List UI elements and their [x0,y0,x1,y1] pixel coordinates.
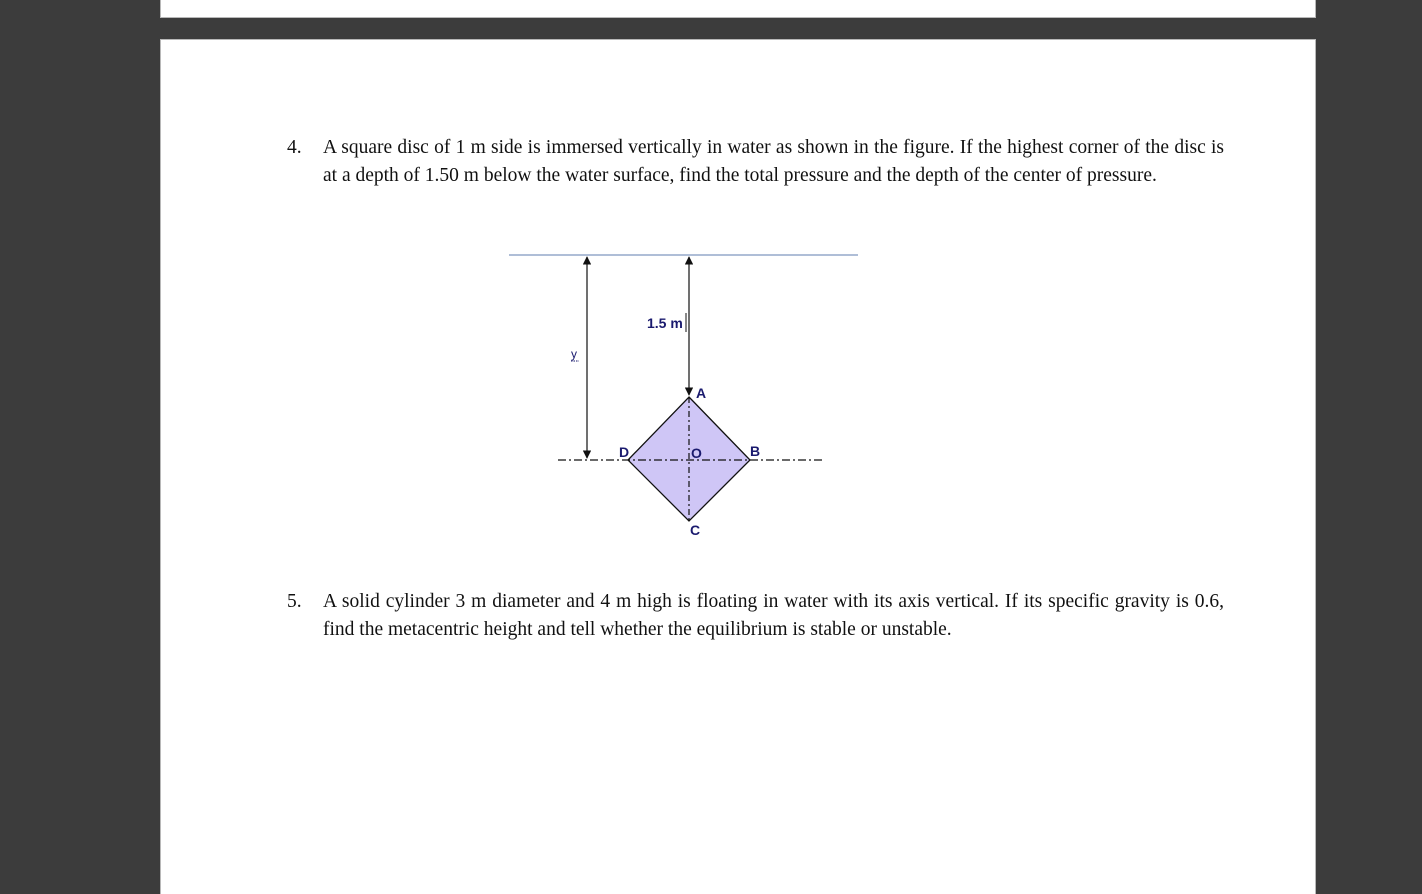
corner-a-label: A [696,385,707,401]
center-o-label: O [691,445,702,461]
question-text: A solid cylinder 3 m diameter and 4 m high is floating in water with its axis vertical. If its specific gravity is 0.6, find the metacentric height and tell whether the equilibrium is stable or unstable. [323,591,1224,640]
corner-d-label: D [619,444,630,460]
question-text: A square disc of 1 m side is immersed vertically in water as shown in the figure. If the highest corner of the disc is at a depth of 1.50 m below the water surface, find the total pressure and the depth of the center of pressure. [323,137,1224,186]
question-number: 5. [287,591,302,612]
corner-c-label: C [690,522,701,538]
depth-label: 1.5 m [647,315,683,331]
question-number: 4. [287,137,302,158]
square-disc-figure [461,240,881,550]
previous-page [160,0,1316,18]
ybar-label: y [571,347,577,361]
document-page [160,39,1316,894]
corner-b-label: B [750,443,761,459]
